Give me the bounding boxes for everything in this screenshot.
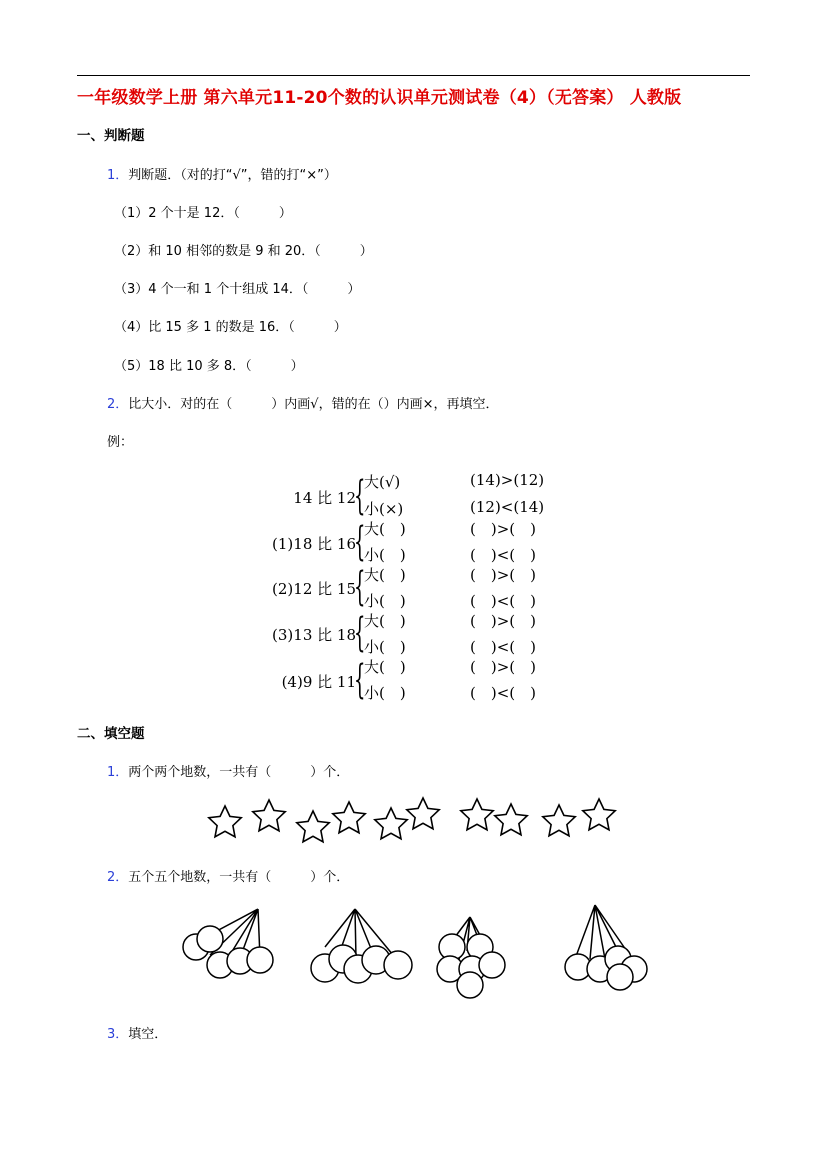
q-count-by-fives <box>107 866 349 885</box>
judge-item-2: （2）和 10 相邻的数是 9 和 20．（ ） <box>114 244 373 259</box>
compare-pair-label: (1)18 比 16 <box>272 535 356 553</box>
less-expression: ( )<( ) <box>470 684 536 702</box>
cherry-cluster-icon <box>565 905 647 990</box>
star-icon <box>209 806 241 837</box>
question-text: 填空． <box>128 1027 168 1042</box>
q-count-by-twos <box>107 761 349 780</box>
small-option: 小(×) <box>364 500 404 518</box>
q-fill-blank <box>107 1023 167 1042</box>
page-title: 一年级数学上册 第六单元11-20个数的认识单元测试卷（4）（无答案） 人教版 <box>77 88 682 108</box>
greater-expression: ( )>( ) <box>470 520 536 538</box>
small-option: 小( ) <box>364 592 406 610</box>
judge-item-3: （3）4 个一和 1 个十组成 14．（ ） <box>114 282 361 297</box>
cherry-cluster-icon <box>311 909 412 983</box>
question-number: 1． <box>107 765 129 780</box>
greater-expression: ( )>( ) <box>470 658 536 676</box>
question-number: 1． <box>107 168 129 183</box>
less-expression: ( )<( ) <box>470 638 536 656</box>
stars-illustration <box>203 795 623 850</box>
judge-item-4: （4）比 15 多 1 的数是 16．（ ） <box>114 320 347 335</box>
small-option: 小( ) <box>364 638 406 656</box>
comparison-diagram <box>258 468 578 708</box>
compare-pair-label: (4)9 比 11 <box>281 673 356 691</box>
greater-expression: ( )>( ) <box>470 612 536 630</box>
compare-pair-label: (3)13 比 18 <box>272 626 356 644</box>
star-icon <box>333 802 365 833</box>
greater-expression: ( )>( ) <box>470 566 536 584</box>
star-icon <box>253 800 285 831</box>
less-expression: ( )<( ) <box>470 546 536 564</box>
brace-icon: { <box>354 519 366 565</box>
star-icon <box>543 805 575 836</box>
q2-compare <box>107 393 498 412</box>
brace-icon: { <box>354 657 366 703</box>
judge-item-1: （1）2 个十是 12．（ ） <box>114 206 292 221</box>
judge-item-5: （5）18 比 10 多 8．（ ） <box>114 359 304 374</box>
star-icon <box>495 804 527 835</box>
compare-pair-label: (2)12 比 15 <box>272 580 356 598</box>
star-icon <box>375 808 407 839</box>
star-icon <box>583 799 615 830</box>
brace-icon: { <box>354 564 366 610</box>
small-option: 小( ) <box>364 546 406 564</box>
q1-judge <box>107 164 337 183</box>
header-rule <box>77 75 750 76</box>
question-number: 3． <box>107 1027 129 1042</box>
section-fill-heading: 二、填空题 <box>77 726 145 742</box>
cherry-cluster-icon <box>183 909 273 978</box>
section-judge-heading: 一、判断题 <box>77 128 145 144</box>
big-option: 大( ) <box>364 520 406 538</box>
cherry-cluster-icon <box>437 917 505 998</box>
compare-pair-label: 14 比 12 <box>293 489 356 507</box>
brace-icon: { <box>354 610 366 656</box>
small-option: 小( ) <box>364 684 406 702</box>
example-label: 例： <box>107 435 134 450</box>
less-expression: ( )<( ) <box>470 592 536 610</box>
question-text: 五个五个地数，一共有（ ）个． <box>128 870 350 885</box>
question-text: 比大小．对的在（ ）内画√，错的在（）内画×，再填空． <box>128 397 499 412</box>
question-number: 2． <box>107 870 129 885</box>
less-expression: (12)<(14) <box>470 498 545 516</box>
star-icon <box>461 799 493 830</box>
question-text: 判断题．（对的打“√”，错的打“×”） <box>128 168 337 183</box>
star-icon <box>407 798 439 829</box>
brace-icon: { <box>354 473 366 519</box>
big-option: 大(√) <box>364 473 401 491</box>
big-option: 大( ) <box>364 612 406 630</box>
greater-expression: (14)>(12) <box>470 471 545 489</box>
cherries-illustration <box>180 903 650 1003</box>
question-text: 两个两个地数，一共有（ ）个． <box>128 765 350 780</box>
star-icon <box>297 811 329 842</box>
big-option: 大( ) <box>364 658 406 676</box>
question-number: 2． <box>107 397 129 412</box>
big-option: 大( ) <box>364 566 406 584</box>
